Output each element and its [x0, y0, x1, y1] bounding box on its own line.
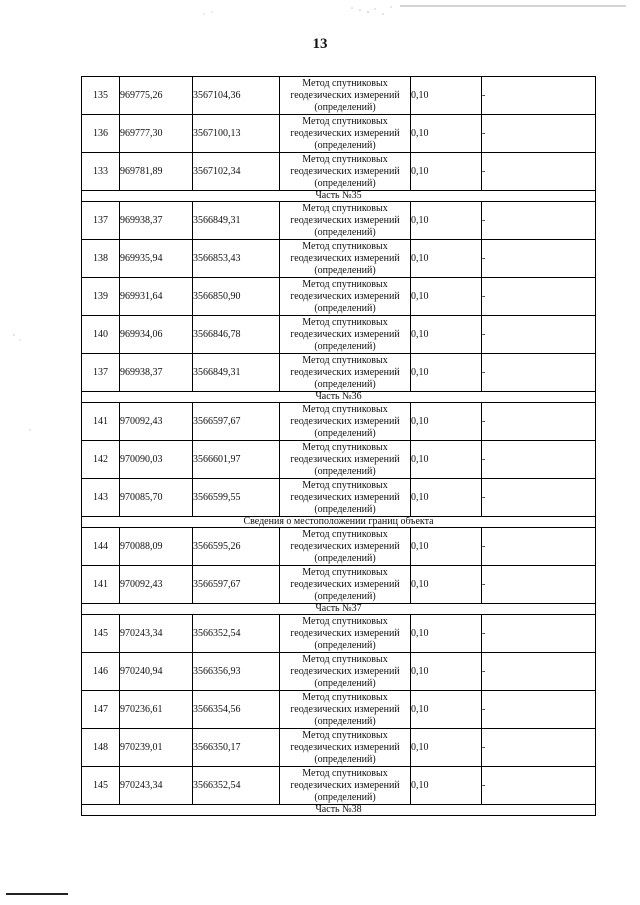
point-number-cell: 146 [82, 653, 120, 691]
y-coordinate-cell: 3566356,93 [193, 653, 280, 691]
y-coordinate-cell: 3566352,54 [193, 767, 280, 805]
method-cell [280, 615, 411, 653]
method-text: Метод спутниковых [302, 240, 388, 252]
method-cell [280, 653, 411, 691]
description-cell: - [482, 240, 596, 278]
x-coordinate-cell: 970239,01 [120, 729, 193, 767]
description-cell: - [482, 528, 596, 566]
footer-rule [6, 893, 68, 895]
accuracy-cell: 0,10 [411, 115, 482, 153]
coordinates-table [81, 76, 596, 816]
section-title: Часть №37 [82, 604, 596, 615]
point-number-cell: 141 [82, 403, 120, 441]
method-text: геодезических измерений [290, 453, 400, 465]
description-cell: - [482, 403, 596, 441]
method-text: Метод спутниковых [302, 615, 388, 627]
y-coordinate-cell: 3567100,13 [193, 115, 280, 153]
y-coordinate-cell: 3566846,78 [193, 316, 280, 354]
method-text: Метод спутниковых [302, 278, 388, 290]
method-text: геодезических измерений [290, 214, 400, 226]
description-cell: - [482, 566, 596, 604]
y-coordinate-cell: 3566849,31 [193, 202, 280, 240]
accuracy-cell: 0,10 [411, 77, 482, 115]
point-number-cell: 138 [82, 240, 120, 278]
method-text: геодезических измерений [290, 665, 400, 677]
table-row [82, 278, 596, 316]
method-cell [280, 202, 411, 240]
x-coordinate-cell: 969781,89 [120, 153, 193, 191]
table-row [82, 354, 596, 392]
method-text: геодезических измерений [290, 290, 400, 302]
description-cell: - [482, 278, 596, 316]
method-cell [280, 316, 411, 354]
table-row [82, 441, 596, 479]
x-coordinate-cell: 969935,94 [120, 240, 193, 278]
method-text: геодезических измерений [290, 165, 400, 177]
method-cell [280, 729, 411, 767]
x-coordinate-cell: 970243,34 [120, 615, 193, 653]
y-coordinate-cell: 3567104,36 [193, 77, 280, 115]
point-number-cell: 133 [82, 153, 120, 191]
description-cell: - [482, 153, 596, 191]
method-cell [280, 441, 411, 479]
point-number-cell: 140 [82, 316, 120, 354]
description-cell: - [482, 77, 596, 115]
method-text: (определений) [314, 465, 376, 477]
table-row [82, 528, 596, 566]
accuracy-cell: 0,10 [411, 729, 482, 767]
section-title: Сведения о местоположении границ объекта [82, 517, 596, 528]
method-cell [280, 153, 411, 191]
method-text: геодезических измерений [290, 328, 400, 340]
method-text: (определений) [314, 177, 376, 189]
method-text: Метод спутниковых [302, 441, 388, 453]
method-text: геодезических измерений [290, 366, 400, 378]
method-cell [280, 566, 411, 604]
method-text: Метод спутниковых [302, 653, 388, 665]
accuracy-cell: 0,10 [411, 479, 482, 517]
x-coordinate-cell: 969938,37 [120, 202, 193, 240]
method-text: (определений) [314, 101, 376, 113]
method-text: геодезических измерений [290, 127, 400, 139]
point-number-cell: 145 [82, 615, 120, 653]
method-text: (определений) [314, 503, 376, 515]
table-body [82, 77, 596, 816]
accuracy-cell: 0,10 [411, 278, 482, 316]
table-row [82, 566, 596, 604]
method-text: Метод спутниковых [302, 566, 388, 578]
description-cell: - [482, 479, 596, 517]
method-cell [280, 77, 411, 115]
method-text: Метод спутниковых [302, 202, 388, 214]
accuracy-cell: 0,10 [411, 691, 482, 729]
x-coordinate-cell: 970236,61 [120, 691, 193, 729]
method-cell [280, 403, 411, 441]
method-text: (определений) [314, 715, 376, 727]
x-coordinate-cell: 970088,09 [120, 528, 193, 566]
point-number-cell: 144 [82, 528, 120, 566]
method-text: геодезических измерений [290, 741, 400, 753]
section-header-row [82, 805, 596, 816]
description-cell: - [482, 729, 596, 767]
method-cell [280, 528, 411, 566]
description-cell: - [482, 691, 596, 729]
method-text: (определений) [314, 791, 376, 803]
y-coordinate-cell: 3567102,34 [193, 153, 280, 191]
x-coordinate-cell: 970090,03 [120, 441, 193, 479]
method-text: (определений) [314, 753, 376, 765]
accuracy-cell: 0,10 [411, 153, 482, 191]
method-text: (определений) [314, 639, 376, 651]
method-cell [280, 354, 411, 392]
method-text: (определений) [314, 139, 376, 151]
y-coordinate-cell: 3566850,90 [193, 278, 280, 316]
point-number-cell: 135 [82, 77, 120, 115]
table-row [82, 316, 596, 354]
method-text: (определений) [314, 427, 376, 439]
x-coordinate-cell: 969938,37 [120, 354, 193, 392]
method-text: (определений) [314, 378, 376, 390]
table-row [82, 479, 596, 517]
table-row [82, 729, 596, 767]
x-coordinate-cell: 969934,06 [120, 316, 193, 354]
section-header-row [82, 604, 596, 615]
y-coordinate-cell: 3566597,67 [193, 403, 280, 441]
table-row [82, 153, 596, 191]
y-coordinate-cell: 3566595,26 [193, 528, 280, 566]
description-cell: - [482, 615, 596, 653]
accuracy-cell: 0,10 [411, 615, 482, 653]
method-cell [280, 767, 411, 805]
accuracy-cell: 0,10 [411, 767, 482, 805]
table-row [82, 202, 596, 240]
table-row [82, 115, 596, 153]
method-text: геодезических измерений [290, 627, 400, 639]
method-text: геодезических измерений [290, 252, 400, 264]
method-text: геодезических измерений [290, 415, 400, 427]
method-text: Метод спутниковых [302, 528, 388, 540]
method-text: (определений) [314, 264, 376, 276]
accuracy-cell: 0,10 [411, 354, 482, 392]
point-number-cell: 139 [82, 278, 120, 316]
section-header-row [82, 191, 596, 202]
method-text: Метод спутниковых [302, 403, 388, 415]
x-coordinate-cell: 969931,64 [120, 278, 193, 316]
table-row [82, 240, 596, 278]
description-cell: - [482, 441, 596, 479]
point-number-cell: 137 [82, 202, 120, 240]
table-row [82, 691, 596, 729]
method-cell [280, 691, 411, 729]
point-number-cell: 147 [82, 691, 120, 729]
y-coordinate-cell: 3566352,54 [193, 615, 280, 653]
method-text: геодезических измерений [290, 779, 400, 791]
point-number-cell: 141 [82, 566, 120, 604]
description-cell: - [482, 202, 596, 240]
point-number-cell: 137 [82, 354, 120, 392]
accuracy-cell: 0,10 [411, 653, 482, 691]
method-cell [280, 115, 411, 153]
point-number-cell: 145 [82, 767, 120, 805]
method-text: Метод спутниковых [302, 115, 388, 127]
table-row [82, 767, 596, 805]
y-coordinate-cell: 3566354,56 [193, 691, 280, 729]
section-title: Часть №35 [82, 191, 596, 202]
section-title: Часть №36 [82, 392, 596, 403]
table-row [82, 77, 596, 115]
table-row [82, 615, 596, 653]
method-text: геодезических измерений [290, 703, 400, 715]
point-number-cell: 143 [82, 479, 120, 517]
method-text: геодезических измерений [290, 89, 400, 101]
method-text: геодезических измерений [290, 491, 400, 503]
method-cell [280, 479, 411, 517]
description-cell: - [482, 316, 596, 354]
x-coordinate-cell: 970243,34 [120, 767, 193, 805]
method-text: Метод спутниковых [302, 77, 388, 89]
x-coordinate-cell: 970092,43 [120, 566, 193, 604]
method-text: (определений) [314, 226, 376, 238]
method-text: (определений) [314, 552, 376, 564]
x-coordinate-cell: 969775,26 [120, 77, 193, 115]
method-text: (определений) [314, 677, 376, 689]
method-text: Метод спутниковых [302, 316, 388, 328]
description-cell: - [482, 653, 596, 691]
y-coordinate-cell: 3566597,67 [193, 566, 280, 604]
page-number: 13 [312, 36, 328, 52]
method-text: (определений) [314, 340, 376, 352]
description-cell: - [482, 354, 596, 392]
accuracy-cell: 0,10 [411, 202, 482, 240]
accuracy-cell: 0,10 [411, 240, 482, 278]
section-header-row [82, 392, 596, 403]
accuracy-cell: 0,10 [411, 441, 482, 479]
method-text: Метод спутниковых [302, 729, 388, 741]
method-text: геодезических измерений [290, 540, 400, 552]
accuracy-cell: 0,10 [411, 316, 482, 354]
method-cell [280, 240, 411, 278]
accuracy-cell: 0,10 [411, 528, 482, 566]
method-text: геодезических измерений [290, 578, 400, 590]
description-cell: - [482, 115, 596, 153]
x-coordinate-cell: 970085,70 [120, 479, 193, 517]
table-row [82, 403, 596, 441]
section-title: Часть №38 [82, 805, 596, 816]
method-text: (определений) [314, 590, 376, 602]
method-text: Метод спутниковых [302, 153, 388, 165]
method-text: Метод спутниковых [302, 354, 388, 366]
method-text: Метод спутниковых [302, 767, 388, 779]
method-text: Метод спутниковых [302, 479, 388, 491]
point-number-cell: 142 [82, 441, 120, 479]
method-cell [280, 278, 411, 316]
y-coordinate-cell: 3566849,31 [193, 354, 280, 392]
accuracy-cell: 0,10 [411, 566, 482, 604]
x-coordinate-cell: 970092,43 [120, 403, 193, 441]
x-coordinate-cell: 969777,30 [120, 115, 193, 153]
method-text: Метод спутниковых [302, 691, 388, 703]
method-text: (определений) [314, 302, 376, 314]
point-number-cell: 148 [82, 729, 120, 767]
section-header-row [82, 517, 596, 528]
point-number-cell: 136 [82, 115, 120, 153]
x-coordinate-cell: 970240,94 [120, 653, 193, 691]
y-coordinate-cell: 3566599,55 [193, 479, 280, 517]
accuracy-cell: 0,10 [411, 403, 482, 441]
y-coordinate-cell: 3566601,97 [193, 441, 280, 479]
description-cell: - [482, 767, 596, 805]
y-coordinate-cell: 3566350,17 [193, 729, 280, 767]
table-row [82, 653, 596, 691]
y-coordinate-cell: 3566853,43 [193, 240, 280, 278]
